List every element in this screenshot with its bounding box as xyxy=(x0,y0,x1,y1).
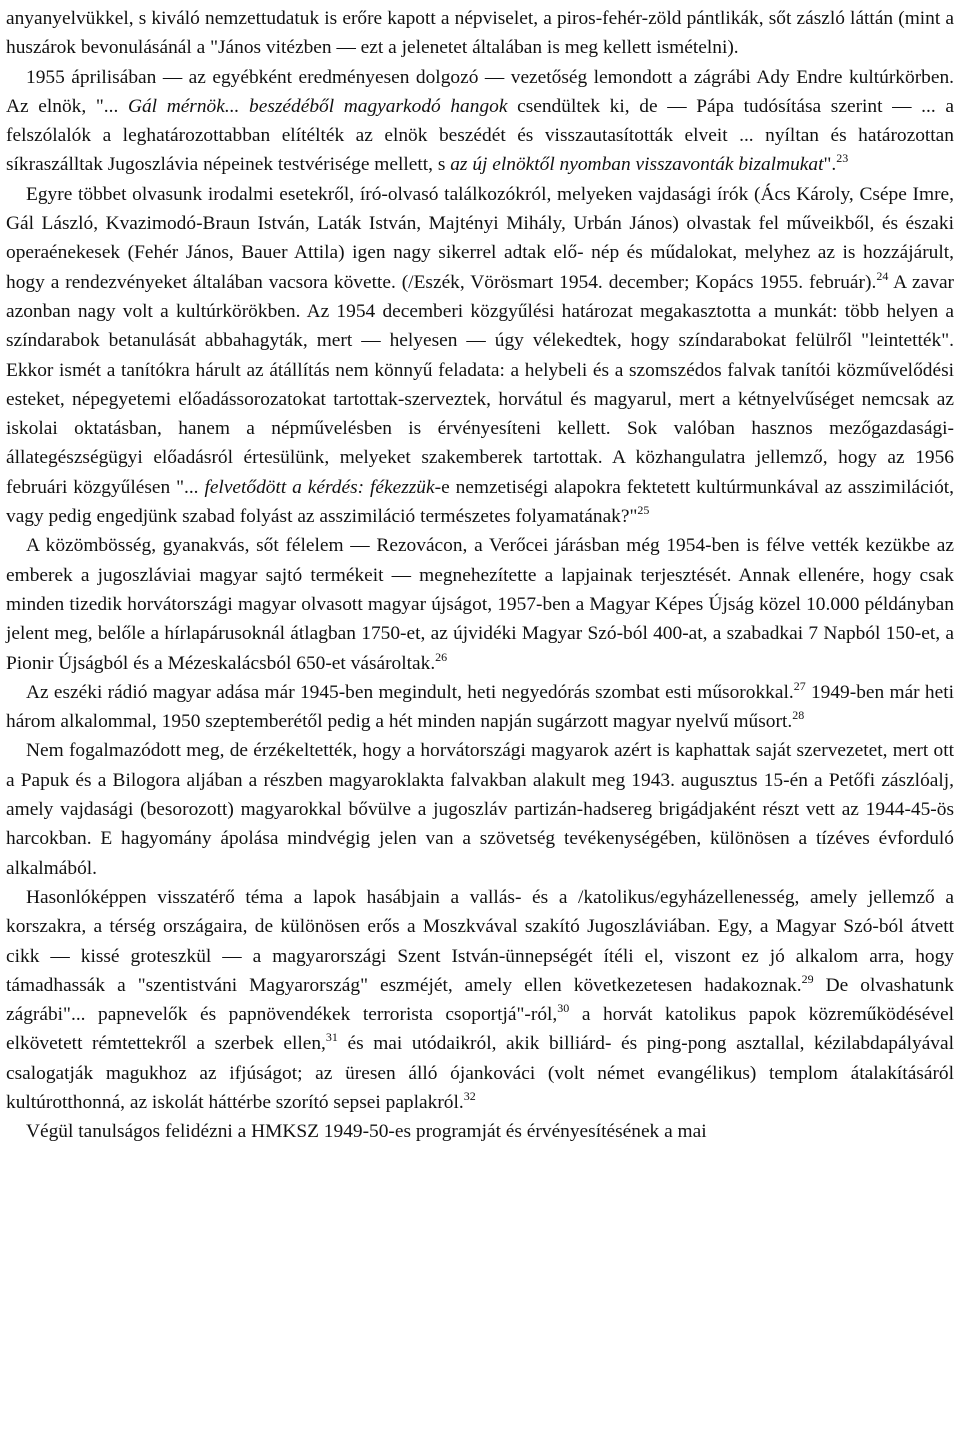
footnote-marker: 27 xyxy=(793,678,806,693)
text-run: Végül tanulságos felidézni a HMKSZ 1949-50-es programját és érvényesítésének a mai xyxy=(26,1121,707,1143)
text-run: A közömbösség, gyanakvás, sőt félelem ― Rezovácon, a Verőcei járásban még 1954-ben is félve vették kezükbe az emberek a jugoszláviai magyar sajtó termékeit ― megnehezítette a lapjainak terjesztését. Annak ellenére, hogy csak minden tizedik horvátországi magyar olvasott magyar újságot, 1957-ben a Magyar Képes Újság közel 10.000 példányban jelent meg, belőle a hírlapárusoknál átlagban 1750-et, az újvidéki Magyar Szó-ból 400-at, a szabadkai 7 Napból 150-et, a Pionir Újságból és a Mézeskalácsból 650-et vásároltak. xyxy=(6,535,954,674)
text-run: -e nemzetiségi alapokra fektetett kultúrmunkával az asszimilációt, vagy pedig engedjünk szabad folyást az asszimiláció természetes folyamatának?" xyxy=(6,476,954,528)
text-run: a horvát katolikus papok közreműködésével elkövetett rémtettekről a szerbek ellen, xyxy=(6,1004,954,1055)
paragraph xyxy=(6,1117,954,1146)
text-run: Nem fogalmazódott meg, de érzékeltették, hogy a horvátországi magyarok azért is kaphattak saját szervezetet, mert ott a Papuk és a Bilogora aljában a részben magyaroklakta falvakban alakult meg 1943. augusztus 15-én a Petőfi zászlóalj, amely vajdasági (besorozott) magyarokkal bővülve a jugoszláv partizán-hadsereg brigádjaként részt vett az 1944-45-ös harcokban. E hagyomány ápolása mindvégig jelen van a szövetség tevékenységében, különösen a tízéves évforduló alkalmából. xyxy=(6,740,954,879)
text-run: és mai utódaikról, akik billiárd- és ping-pong asztallal, kézilabdapályával csalogatják magukhoz az ifjúságot; az üresen álló ójankováci (volt német evangélikus) templom átalakításáról kultúrotthonná, az iskolát háttérbe szorító sepsei paplakról. xyxy=(6,1033,954,1113)
text-run: anyanyelvükkel, s kiváló nemzettudatuk is erőre kapott a népviselet, a piros-fehér-zöld pántlikák, sőt zászló láttán (mint a huszárok bevonulásánál a "János vitézben ― ezt a jelenetet általában is meg kellett ismételni). xyxy=(6,8,954,59)
text-run: 1949-ben már heti három alkalommal, 1950 szeptemberétől pedig a hét minden napján sugárzott magyar nyelvű műsort. xyxy=(6,681,954,733)
paragraph xyxy=(6,63,954,180)
footnote-marker: 31 xyxy=(325,1030,338,1045)
footnote-marker: 25 xyxy=(637,503,650,518)
text-run: Egyre többet olvasunk irodalmi esetekről, író-olvasó találkozókról, melyeken vajdasági írók (Ács Károly, Csépe Imre, Gál László, Kvazimodó-Braun István, Laták István, Majtényi Mihály, Urbán János) olvastak fel műveikből, és északi operaénekesek (Fehér János, Bauer Attila) igen nagy sikerrel adtak elő- nép és műdalokat, melyhez az is hozzájárult, hogy a rendezvényeket általában vacsora követte. (/Eszék, Vörösmart 1954. december; Kopács 1955. február). xyxy=(6,183,954,293)
paragraph xyxy=(6,180,954,532)
italic-quote: az új elnöktől nyomban visszavonták bizalmukat xyxy=(450,154,824,176)
footnote-marker: 24 xyxy=(876,268,889,283)
text-run: A zavar azonban nagy volt a kultúrkörökben. Az 1954 decemberi közgyűlési határozat megakasztotta a munkát: több helyen a színdarabok betanulását abbahagyták, mert ― helyesen ― úgy vélekedtek, hogy színdarabokat felülről "leintették". Ekkor ismét a tanítókra hárult az átállítás nem könnyű feladata: a helybeli és a szomszédos falvak tanítói közművelődési esteket, népegyetemi előadássorozatokat tartottak-szerveztek, horvátul és magyarul, mert a kétnyelvűséget nemcsak az iskolai oktatásban, hanem a népművelésben is érvényesíteni kellett. Sok valóban hasznos mezőgazdasági-állategészségügyi előadásról értesülünk, melyeket szakemberek tartottak. A közhangulatra jellemző, hogy az 1956 februári közgyűlésen "... xyxy=(6,271,955,498)
text-run: csendültek ki, de ― Pápa tudósítása szerint ― ... a felszólalók a leghatározottabban elítélték az elnök beszédét és visszautasították elveit ... nyíltan és határozottan síkraszálltak Jugoszlávia népeinek testvérisége mellett, s xyxy=(6,95,954,176)
italic-quote: Gál mérnök... beszédéből magyarkodó hangok xyxy=(127,95,508,117)
footnote-marker: 28 xyxy=(792,708,805,723)
text-run: De olvashatunk zágrábi"... papnevelők és papnövendékek terrorista csoportjá"-ról, xyxy=(6,974,954,1026)
paragraph xyxy=(6,531,954,677)
footnote-marker: 26 xyxy=(435,649,448,664)
paragraph xyxy=(6,883,954,1117)
footnote-marker: 23 xyxy=(836,151,849,166)
footnote-marker: 32 xyxy=(463,1088,476,1103)
text-run: 1955 áprilisában ― az egyébként eredményesen dolgozó ― vezetőség lemondott a zágrábi Ady Endre kultúrkörben. Az elnök, "... xyxy=(6,66,954,117)
paragraph xyxy=(6,678,954,737)
paragraph xyxy=(6,4,954,63)
footnote-marker: 29 xyxy=(801,971,814,986)
text-run: Az eszéki rádió magyar adása már 1945-ben megindult, heti negyedórás szombat esti műsorokkal. xyxy=(26,681,794,703)
italic-quote: felvetődött a kérdés: fékezzük xyxy=(204,476,435,498)
text-run: Hasonlóképpen visszatérő téma a lapok hasábjain a vallás- és a /katolikus/egyházellenesség, amely jellemző a korszakra, a térség országaira, de különösen erős a Moszkvával szakító Jugoszláviában. Egy, a Magyar Szó-ból átvett cikk ― kissé groteszkül ― a magyarországi Szent István-ünnepségét ítéli el, viszont ez jó alkalom arra, hogy támadhassák a "szentistváni Magyarország" eszméjét, amely ellen következetesen hadakoznak. xyxy=(6,886,954,996)
footnote-marker: 30 xyxy=(557,1001,570,1016)
paragraph xyxy=(6,736,954,882)
text-run: ". xyxy=(823,154,837,176)
